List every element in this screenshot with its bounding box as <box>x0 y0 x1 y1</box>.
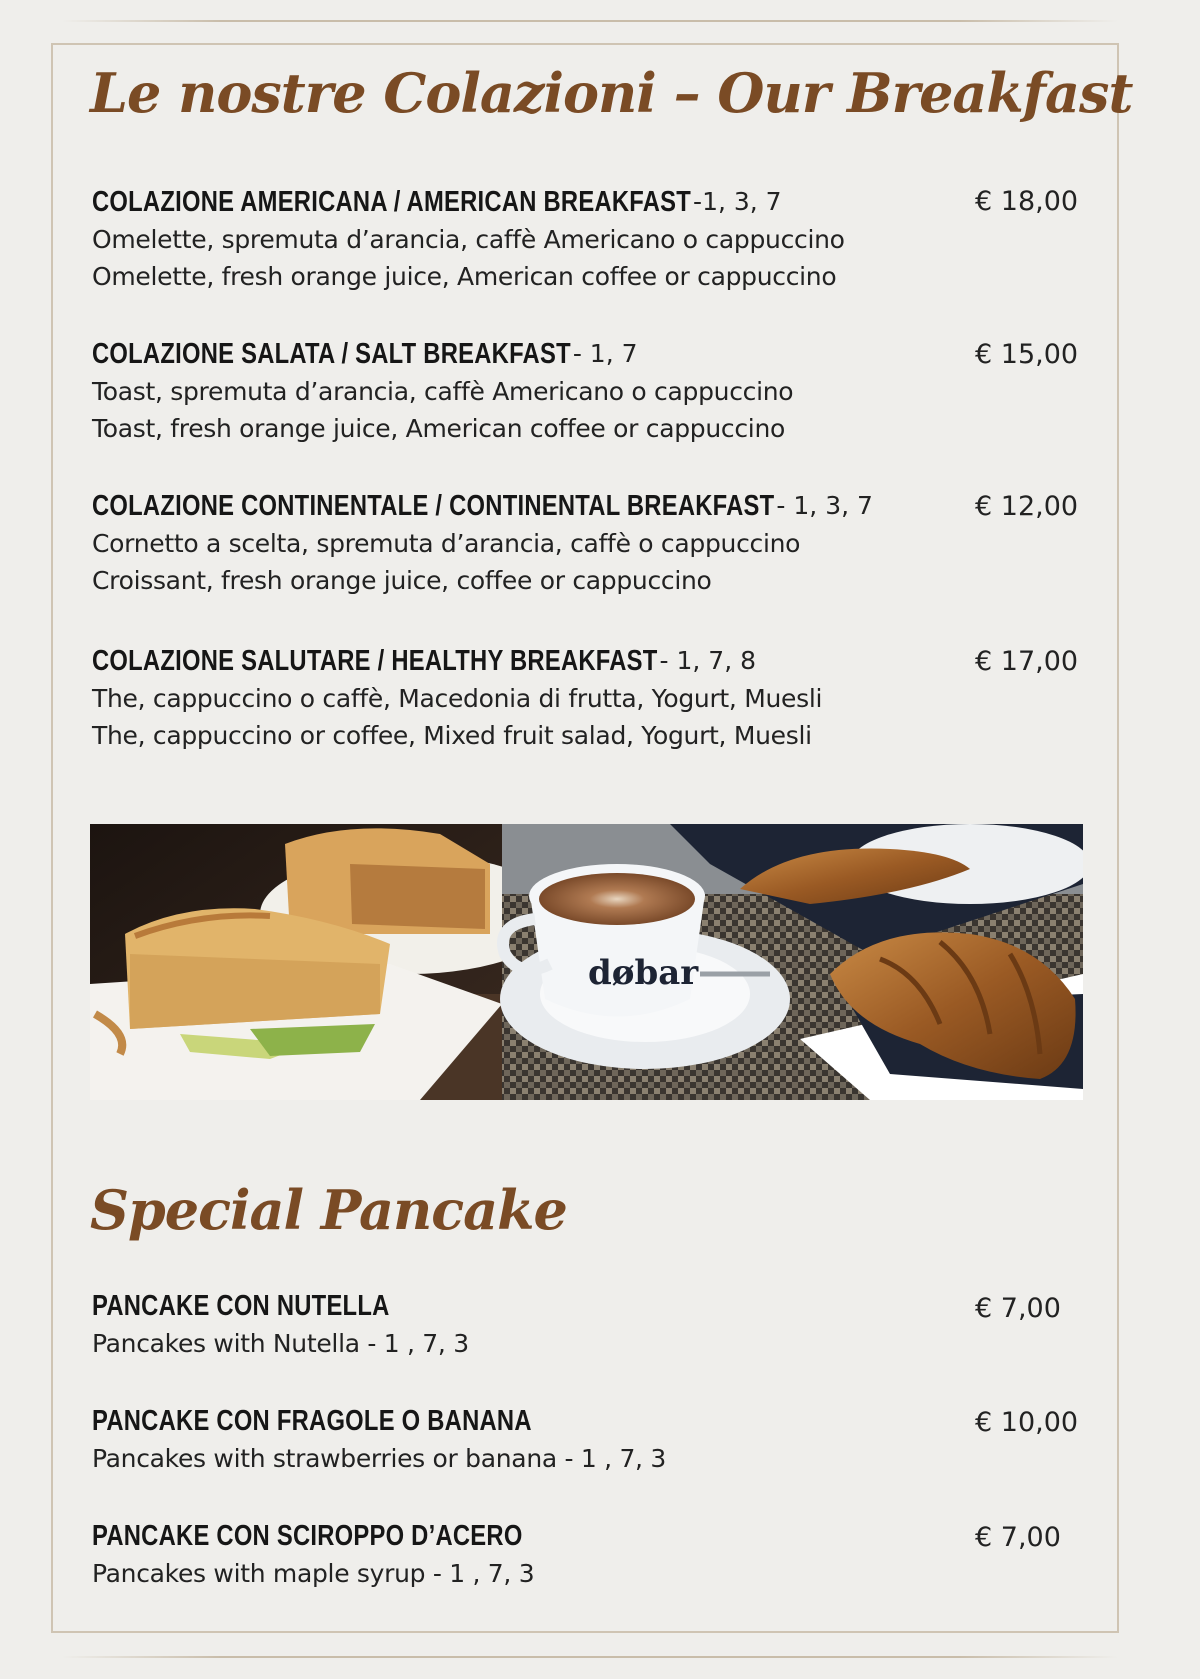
breakfast-section-title: Le nostre Colazioni – Our Breakfast <box>90 61 1133 125</box>
price: € 7,00 <box>975 1293 1061 1324</box>
item-description: Pancakes with Nutella - 1 , 7, 3 <box>92 1329 469 1358</box>
item-name: PANCAKE CON NUTELLA <box>92 1290 390 1322</box>
item-description-it: Toast, spremuta d’arancia, caffè Americano o cappuccino <box>92 377 794 406</box>
menu-item-pancake-nutella <box>92 1287 1092 1362</box>
menu-item-american-breakfast <box>92 183 1092 295</box>
item-description-en: The, cappuccino or coffee, Mixed fruit salad, Yogurt, Muesli <box>92 721 812 750</box>
allergen-codes: - 1, 3, 7 <box>776 491 873 520</box>
price: € 17,00 <box>975 646 1079 677</box>
item-name: COLAZIONE SALUTARE / HEALTHY BREAKFAST <box>92 645 658 677</box>
item-description-it: The, cappuccino o caffè, Macedonia di frutta, Yogurt, Muesli <box>92 684 823 713</box>
item-name: COLAZIONE SALATA / SALT BREAKFAST <box>92 338 571 370</box>
item-name: COLAZIONE CONTINENTALE / CONTINENTAL BREAKFAST <box>92 490 775 522</box>
cup-brand-text: døbar <box>588 953 699 993</box>
item-description-it: Cornetto a scelta, spremuta d’arancia, caffè o cappuccino <box>92 529 801 558</box>
price: € 15,00 <box>975 339 1079 370</box>
price: € 18,00 <box>975 186 1079 217</box>
menu-item-pancake-strawberry-banana <box>92 1402 1092 1477</box>
allergen-codes: -1, 3, 7 <box>693 187 782 216</box>
menu-item-salt-breakfast <box>92 335 1092 447</box>
bottom-divider <box>62 1656 1118 1658</box>
item-description-en: Toast, fresh orange juice, American coffee or cappuccino <box>92 414 785 443</box>
item-description-en: Croissant, fresh orange juice, coffee or cappuccino <box>92 566 712 595</box>
item-description-en: Omelette, fresh orange juice, American coffee or cappuccino <box>92 262 837 291</box>
menu-item-healthy-breakfast <box>92 642 1092 754</box>
item-description-it: Omelette, spremuta d’arancia, caffè Americano o cappuccino <box>92 225 845 254</box>
menu-item-continental-breakfast <box>92 487 1092 599</box>
price: € 10,00 <box>975 1407 1079 1438</box>
breakfast-photo <box>90 824 1083 1100</box>
menu-item-pancake-maple-syrup <box>92 1517 1092 1592</box>
price: € 12,00 <box>975 491 1079 522</box>
pancake-section-title: Special Pancake <box>90 1178 567 1242</box>
price: € 7,00 <box>975 1522 1061 1553</box>
item-description: Pancakes with strawberries or banana - 1 , 7, 3 <box>92 1444 666 1473</box>
item-name: PANCAKE CON FRAGOLE O BANANA <box>92 1405 532 1437</box>
item-description: Pancakes with maple syrup - 1 , 7, 3 <box>92 1559 535 1588</box>
allergen-codes: - 1, 7 <box>572 339 638 368</box>
top-divider <box>62 20 1118 22</box>
allergen-codes: - 1, 7, 8 <box>659 646 757 675</box>
item-name: PANCAKE CON SCIROPPO D’ACERO <box>92 1520 523 1552</box>
item-name: COLAZIONE AMERICANA / AMERICAN BREAKFAST <box>92 186 692 218</box>
